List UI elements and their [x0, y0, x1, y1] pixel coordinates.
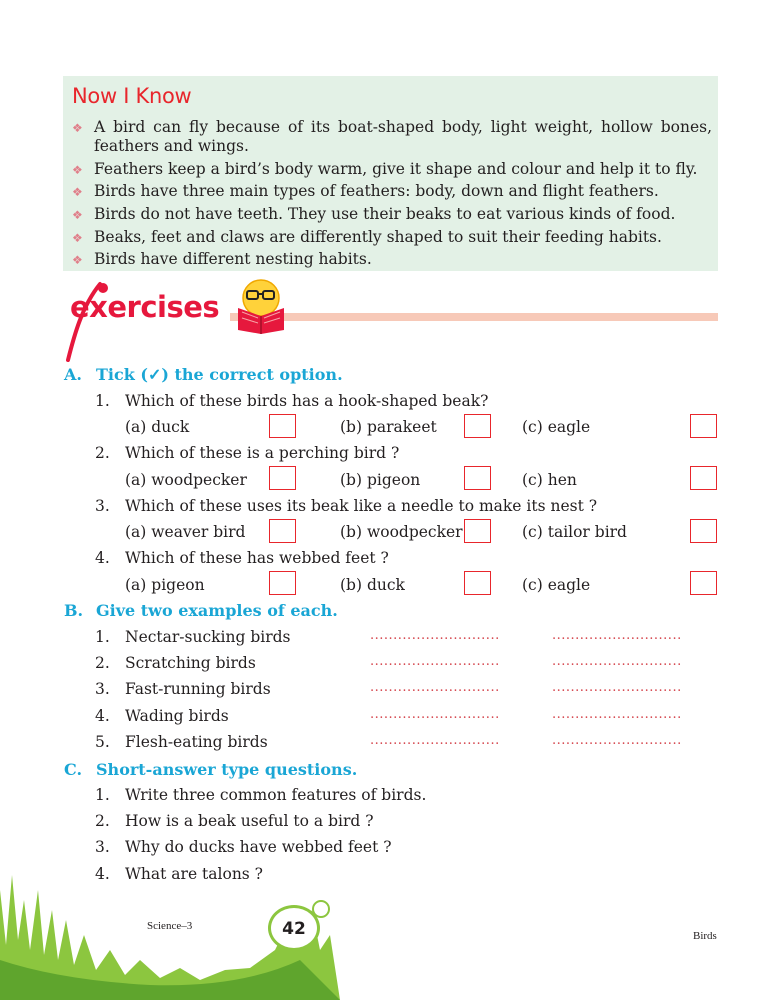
- item-text: Scratching birds: [125, 654, 256, 672]
- item-number: 2.: [95, 654, 110, 672]
- answer-checkbox[interactable]: [269, 571, 296, 595]
- option-label: (c): [522, 523, 543, 541]
- option: [125, 418, 189, 436]
- answer-blank[interactable]: ............................: [552, 628, 682, 643]
- question-text: Why do ducks have webbed feet ?: [125, 838, 392, 856]
- question-number: 4.: [95, 549, 110, 567]
- section-heading-text: Tick (✓) the correct option.: [96, 365, 343, 384]
- exercises-banner-bar: [230, 313, 718, 321]
- option-label: (c): [522, 418, 543, 436]
- answer-checkbox[interactable]: [269, 466, 296, 490]
- question-number: 4.: [95, 865, 110, 883]
- answer-checkbox[interactable]: [464, 519, 491, 543]
- summary-text: Birds have three main types of feathers: body, down and flight feathers.: [94, 182, 659, 200]
- question: [95, 549, 389, 567]
- option-label: (a): [125, 418, 147, 436]
- section-letter: B.: [64, 601, 84, 620]
- section-letter: A.: [64, 365, 82, 384]
- option: [125, 471, 247, 489]
- answer-blank[interactable]: ............................: [552, 733, 682, 748]
- question-text: Which of these birds has a hook-shaped beak?: [125, 392, 489, 410]
- footer-book-title: Science–3: [147, 920, 193, 932]
- option-label: (b): [340, 523, 363, 541]
- option: [125, 523, 245, 541]
- section-c-heading: [64, 760, 357, 779]
- decor-circle: [312, 900, 330, 918]
- option-text: weaver bird: [151, 523, 246, 541]
- option-label: (b): [340, 418, 363, 436]
- answer-checkbox[interactable]: [269, 519, 296, 543]
- list-item: [95, 680, 271, 698]
- option-label: (c): [522, 576, 543, 594]
- option-text: pigeon: [151, 576, 205, 594]
- reading-emoji-icon: [232, 276, 294, 336]
- question-text: Which of these uses its beak like a needle to make its nest ?: [125, 497, 598, 515]
- summary-text: Birds do not have teeth. They use their beaks to eat various kinds of food.: [94, 205, 676, 223]
- option: [522, 471, 577, 489]
- option-text: woodpecker: [151, 471, 247, 489]
- question: [95, 392, 488, 410]
- section-heading-text: Short-answer type questions.: [96, 760, 358, 779]
- answer-blank[interactable]: ............................: [370, 654, 500, 669]
- item-number: 1.: [95, 628, 110, 646]
- answer-checkbox[interactable]: [464, 466, 491, 490]
- diamond-bullet-icon: ❖: [72, 208, 83, 222]
- footer-chapter-title: Birds: [693, 930, 717, 942]
- answer-checkbox[interactable]: [690, 414, 717, 438]
- summary-text: Birds have different nesting habits.: [94, 250, 372, 268]
- summary-text: Feathers keep a bird’s body warm, give it shape and colour and help it to fly.: [94, 160, 698, 178]
- question: [95, 786, 426, 804]
- option-text: eagle: [547, 418, 591, 436]
- option-text: parakeet: [366, 418, 437, 436]
- question-text: How is a beak useful to a bird ?: [125, 812, 374, 830]
- option-text: duck: [366, 576, 405, 594]
- answer-blank[interactable]: ............................: [370, 680, 500, 695]
- item-number: 4.: [95, 707, 110, 725]
- page-number: 42: [268, 905, 320, 951]
- option: [125, 576, 205, 594]
- option-text: tailor bird: [547, 523, 627, 541]
- item-text: Fast-running birds: [125, 680, 271, 698]
- question-number: 2.: [95, 444, 110, 462]
- option-label: (a): [125, 523, 147, 541]
- question-text: What are talons ?: [125, 865, 263, 883]
- question: [95, 497, 597, 515]
- answer-checkbox[interactable]: [690, 519, 717, 543]
- option: [522, 418, 590, 436]
- option-label: (a): [125, 471, 147, 489]
- item-text: Flesh-eating birds: [125, 733, 268, 751]
- option-text: hen: [547, 471, 577, 489]
- option-text: eagle: [547, 576, 591, 594]
- answer-checkbox[interactable]: [690, 571, 717, 595]
- diamond-bullet-icon: ❖: [72, 185, 83, 199]
- question: [95, 812, 374, 830]
- question: [95, 444, 399, 462]
- question-number: 3.: [95, 838, 110, 856]
- now-i-know-title: Now I Know: [72, 84, 192, 108]
- section-heading-text: Give two examples of each.: [96, 601, 338, 620]
- option: [340, 523, 463, 541]
- option-label: (a): [125, 576, 147, 594]
- diamond-bullet-icon: ❖: [72, 163, 83, 177]
- diamond-bullet-icon: ❖: [72, 253, 83, 267]
- item-number: 3.: [95, 680, 110, 698]
- answer-checkbox[interactable]: [269, 414, 296, 438]
- answer-blank[interactable]: ............................: [552, 654, 682, 669]
- answer-blank[interactable]: ............................: [552, 707, 682, 722]
- question-text: Which of these is a perching bird ?: [125, 444, 400, 462]
- item-text: Wading birds: [125, 707, 229, 725]
- option: [340, 471, 420, 489]
- question-text: Which of these has webbed feet ?: [125, 549, 389, 567]
- diamond-bullet-icon: ❖: [72, 231, 83, 245]
- option-text: duck: [151, 418, 190, 436]
- question-number: 3.: [95, 497, 110, 515]
- option-text: pigeon: [366, 471, 421, 489]
- list-item: [95, 707, 229, 725]
- answer-blank[interactable]: ............................: [370, 628, 500, 643]
- answer-checkbox[interactable]: [464, 414, 491, 438]
- option-text: woodpecker: [366, 523, 463, 541]
- item-text: Nectar-sucking birds: [125, 628, 291, 646]
- answer-blank[interactable]: ............................: [552, 680, 682, 695]
- option: [522, 523, 627, 541]
- answer-blank[interactable]: ............................: [370, 707, 500, 722]
- section-a-heading: [64, 365, 343, 384]
- option-label: (b): [340, 576, 363, 594]
- option: [340, 418, 437, 436]
- question-number: 2.: [95, 812, 110, 830]
- summary-text: Beaks, feet and claws are differently shaped to suit their feeding habits.: [94, 228, 662, 246]
- question-number: 1.: [95, 392, 110, 410]
- list-item: [95, 628, 291, 646]
- option: [340, 576, 405, 594]
- summary-text: A bird can fly because of its boat-shaped body, light weight, hollow bones, feathers and wings.: [94, 118, 712, 155]
- exercises-title: exercises: [70, 290, 220, 324]
- diamond-bullet-icon: ❖: [72, 121, 83, 135]
- answer-checkbox[interactable]: [464, 571, 491, 595]
- section-letter: C.: [64, 760, 83, 779]
- option-label: (c): [522, 471, 543, 489]
- answer-blank[interactable]: ............................: [370, 733, 500, 748]
- answer-checkbox[interactable]: [690, 466, 717, 490]
- question-number: 1.: [95, 786, 110, 804]
- list-item: [95, 733, 268, 751]
- option: [522, 576, 590, 594]
- question-text: Write three common features of birds.: [125, 786, 427, 804]
- item-number: 5.: [95, 733, 110, 751]
- option-label: (b): [340, 471, 363, 489]
- summary-bullet: [72, 118, 712, 158]
- section-b-heading: [64, 601, 338, 620]
- list-item: [95, 654, 256, 672]
